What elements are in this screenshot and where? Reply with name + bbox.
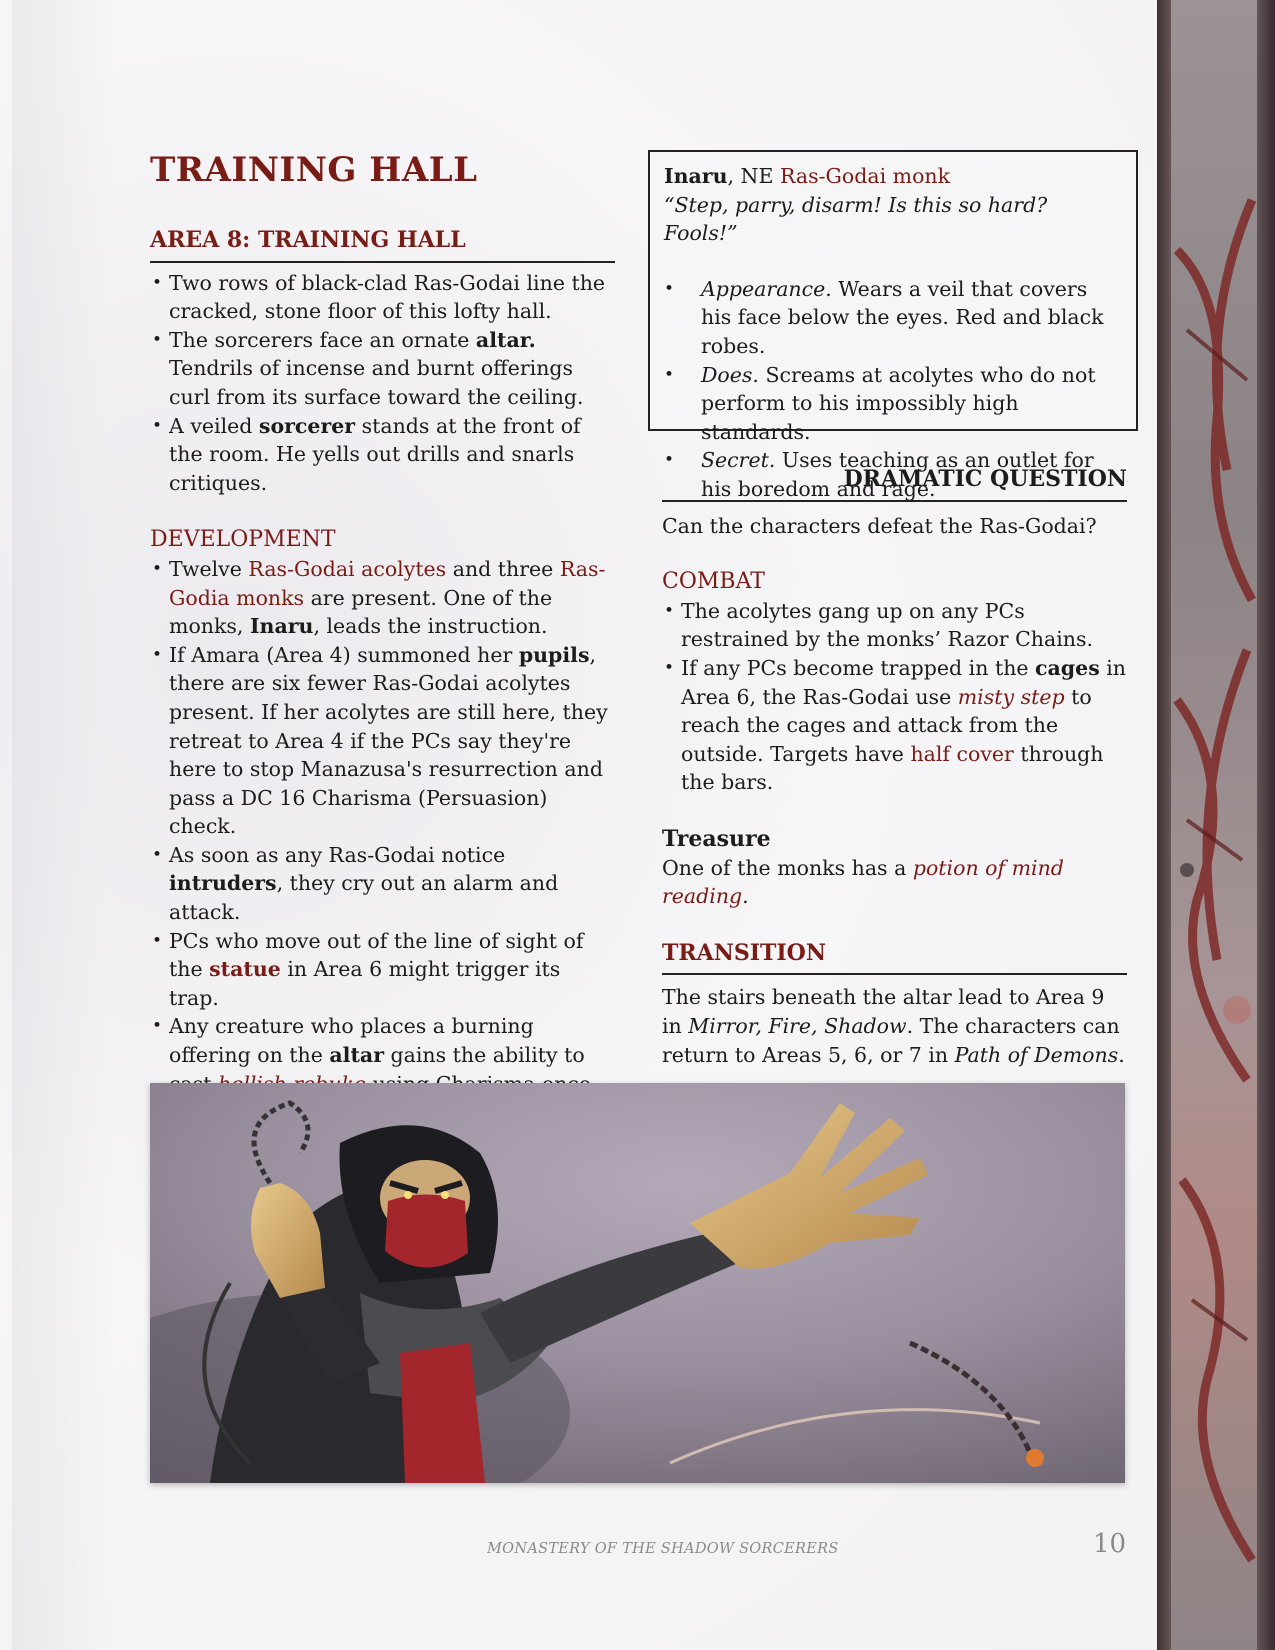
npc-quote: “Step, parry, disarm! Is this so hard? Fools!” [664,192,1048,246]
list-item: • If Amara (Area 4) summoned her pupils, there are six fewer Ras-Godai acolytes present. If her acolytes are still here, they retreat to Area 4 if the PCs say they're here to stop Manazusa's resurrection and pass a DC 16 Charisma (Persuasion) check. [150,641,615,841]
page-number: 10 [1093,1529,1127,1559]
creature-link[interactable]: Ras-Godia monks [169,556,606,610]
npc-header: Inaru, NE Ras-Godai monk [664,164,951,188]
list-item: • Any creature who places a burning offering on the altar gains the ability to [150,1012,615,1184]
treasure-text: One of the monks has a potion of mind reading. [662,855,1064,909]
combat-bullets [662,597,1127,797]
decorative-border [1157,0,1275,1650]
dramatic-text: Can the characters defeat the Ras-Godai? [662,513,1097,538]
npc-name: Inaru [664,164,728,188]
spell-link[interactable]: misty step [957,684,1065,709]
list-item: • Secret. Uses teaching as an outlet for his boredom and rage. [664,446,1122,503]
list-item: • As soon as any Ras-Godai notice intruders, they cry out an alarm and attack. [150,841,615,927]
combat-heading: COMBAT [662,569,765,595]
page-title: TRAINING HALL [150,150,478,190]
list-item: • The sorcerers face an ornate altar. Tendrils of incense and burnt offerings curl from its surface toward the ceiling. [150,326,615,412]
footer-book-title: MONASTERY OF THE SHADOW SORCERERS [487,1541,839,1557]
list-item: • A veiled sorcerer stands at the front of the room. He yells out drills and snarls critiques. [150,412,615,498]
left-decorative-strip [12,0,107,1650]
list-item: • PCs who move out of the line of sight of the statue in Area 6 might trigger its trap. [150,927,615,1013]
list-item: • Appearance. Wears a veil that covers his face below the eyes. Red and black robes. [664,275,1122,361]
left-column [150,226,615,1184]
rule-link[interactable]: half cover [910,741,1014,766]
dramatic-heading: DRAMATIC QUESTION [662,465,1127,502]
right-column [662,465,1127,1069]
list-item: • The acolytes gang up on any PCs restrained by the monks’ Razor Chains. [662,597,1127,654]
development-heading: DEVELOPMENT [150,527,336,553]
list-item: • Two rows of black-clad Ras-Godai line the cracked, stone floor of this lofty hall. [150,269,615,326]
transition-text: The stairs beneath the altar lead to Area 9 in Mirror, Fire, Shadow. The characters can return to Areas 5, 6, or 7 in Path of Demons. [662,985,1125,1067]
item-link[interactable]: potion of mind reading [662,855,1064,909]
creature-link[interactable]: Ras-Godai monk [779,164,951,188]
area-heading: AREA 8: TRAINING HALL [150,226,615,263]
area-bullets [150,269,615,498]
monk-illustration [150,1083,1125,1483]
list-item: • If any PCs become trapped in the cages in Area 6, the Ras-Godai use misty step to reach the cages and attack from the outside. Targets have half cover through the bars. [662,654,1127,797]
list-item: • Twelve Ras-Godai acolytes and three Ras-Godia monks are present. One of the monks, Inaru, leads the instruction. [150,555,615,641]
treasure-heading: Treasure [662,825,771,852]
creature-link[interactable]: Ras-Godai acolytes [248,556,447,581]
list-item: • Does. Screams at acolytes who do not perform to his impossibly high standards. [664,361,1122,447]
transition-heading: TRANSITION [662,939,1127,976]
